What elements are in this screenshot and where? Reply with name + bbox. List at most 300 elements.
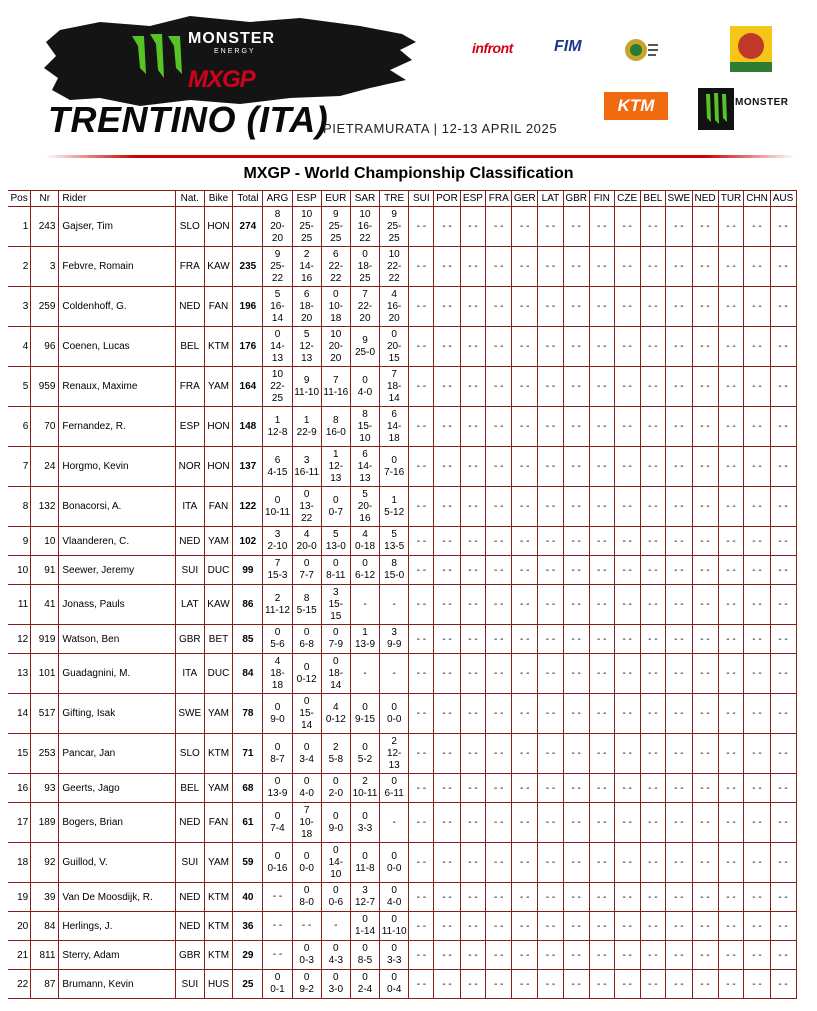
table-row — [8, 625, 817, 654]
cell-race-result: 0 9-2 — [292, 970, 321, 999]
col-header-race: LAT — [538, 191, 563, 207]
cell-race-empty: - - — [666, 487, 692, 527]
table-row — [8, 287, 817, 327]
cell-race-empty: - - — [434, 447, 460, 487]
cell-race-empty: - - — [434, 207, 460, 247]
cell-rider: Renaux, Maxime — [59, 367, 176, 407]
cell-race-empty: - - — [486, 625, 512, 654]
cell-race-empty: - - — [770, 556, 796, 585]
cell-race-result: 9 25-0 — [350, 327, 379, 367]
cell-race-result: 4 0-12 — [321, 694, 350, 734]
cell-race-result: 0 10- 18 — [321, 287, 350, 327]
cell-race-result: 6 4-15 — [263, 447, 292, 487]
cell-race-empty: - - — [434, 912, 460, 941]
cell-race-empty: - - — [512, 912, 538, 941]
cell-race-result: 4 20-0 — [292, 527, 321, 556]
cell-race-empty: - - — [538, 407, 563, 447]
cell-race-empty: - - — [486, 487, 512, 527]
cell-race-result: 3 9-9 — [380, 625, 409, 654]
cell-nat: NED — [175, 912, 204, 941]
cell-race-empty: - - — [538, 527, 563, 556]
cell-race-empty: - - — [460, 287, 486, 327]
cell-pos: 11 — [8, 585, 31, 625]
cell-race-empty: - - — [770, 327, 796, 367]
cell-race-empty: - - — [614, 367, 640, 407]
cell-race-empty: - - — [770, 287, 796, 327]
cell-race-empty: - - — [692, 774, 718, 803]
col-header-race: FRA — [486, 191, 512, 207]
cell-race-empty: - - — [640, 447, 666, 487]
cell-race-empty: - - — [486, 941, 512, 970]
cell-race-empty: - - — [744, 883, 770, 912]
cell-race-empty: - - — [589, 247, 614, 287]
cell-race-empty: - - — [409, 803, 434, 843]
cell-race-result: 0 3-3 — [380, 941, 409, 970]
cell-race-empty: - - — [512, 527, 538, 556]
cell-race-result: - — [321, 912, 350, 941]
col-header-race: CZE — [614, 191, 640, 207]
event-title: TRENTINO (ITA) — [48, 99, 329, 140]
cell-nr: 189 — [31, 803, 59, 843]
cell-race-empty: - - — [692, 327, 718, 367]
cell-race-result: 0 9-0 — [263, 694, 292, 734]
cell-race-empty: - - — [614, 247, 640, 287]
cell-rider: Guillod, V. — [59, 843, 176, 883]
cell-race-empty: - - — [692, 407, 718, 447]
cell-race-empty: - - — [486, 447, 512, 487]
cell-race-empty: - - — [434, 843, 460, 883]
cell-race-empty: - - — [460, 447, 486, 487]
cell-race-empty: - - — [692, 803, 718, 843]
table-row — [8, 883, 817, 912]
table-row — [8, 585, 817, 625]
cell-race-empty: - - — [512, 207, 538, 247]
cell-race-empty: - - — [538, 694, 563, 734]
cell-race-result: 0 20- 15 — [380, 327, 409, 367]
cell-race-result: 0 11-8 — [350, 843, 379, 883]
cell-race-empty: - - — [538, 912, 563, 941]
cell-race-result: 1 12-8 — [263, 407, 292, 447]
cell-race-result: 0 0-6 — [321, 883, 350, 912]
cell-race-result: 5 13-5 — [380, 527, 409, 556]
cell-race-result: 10 16- 22 — [350, 207, 379, 247]
cell-rider: Pancar, Jan — [59, 734, 176, 774]
cell-pos: 7 — [8, 447, 31, 487]
cell-race-empty: - - — [409, 247, 434, 287]
monster-claw-icon — [698, 88, 734, 130]
col-header-race: SWE — [666, 191, 692, 207]
col-header-rider: Rider — [59, 191, 176, 207]
cell-race-result: 3 16-11 — [292, 447, 321, 487]
cell-race-empty: - - — [770, 625, 796, 654]
cell-total: 137 — [233, 447, 263, 487]
cell-race-empty: - - — [744, 207, 770, 247]
cell-nat: SUI — [175, 970, 204, 999]
cell-race-empty: - - — [692, 487, 718, 527]
cell-race-empty: - - — [409, 883, 434, 912]
cell-race-empty: - - — [718, 207, 744, 247]
cell-race-empty: - - — [692, 585, 718, 625]
cell-race-empty: - - — [538, 970, 563, 999]
cell-race-empty: - - — [770, 912, 796, 941]
cell-race-empty: - - — [538, 734, 563, 774]
cell-race-empty: - - — [718, 912, 744, 941]
cell-race-result: 0 0-0 — [380, 694, 409, 734]
cell-rider: Gajser, Tim — [59, 207, 176, 247]
cell-rider: Coldenhoff, G. — [59, 287, 176, 327]
cell-race-empty: - - — [718, 774, 744, 803]
cell-race-result: 0 18- 14 — [321, 654, 350, 694]
cell-total: 176 — [233, 327, 263, 367]
cell-race-empty: - - — [692, 625, 718, 654]
cell-pos: 10 — [8, 556, 31, 585]
cell-race-empty: - - — [666, 247, 692, 287]
cell-race-result: 8 20- 20 — [263, 207, 292, 247]
cell-race-result: 5 13-0 — [321, 527, 350, 556]
cell-race-empty: - - — [589, 527, 614, 556]
cell-race-empty: - - — [563, 367, 589, 407]
cell-rider: Coenen, Lucas — [59, 327, 176, 367]
cell-race-empty: - - — [692, 912, 718, 941]
cell-race-result: 0 7-16 — [380, 447, 409, 487]
cell-race-empty: - - — [614, 327, 640, 367]
cell-pos: 3 — [8, 287, 31, 327]
cell-pos: 21 — [8, 941, 31, 970]
cell-race-empty: - - — [589, 843, 614, 883]
cell-rider: Sterry, Adam — [59, 941, 176, 970]
cell-race-empty: - - — [589, 941, 614, 970]
cell-race-empty: - - — [614, 803, 640, 843]
cell-race-empty: - - — [744, 327, 770, 367]
cell-race-empty: - - — [589, 694, 614, 734]
col-header-race: ARG — [263, 191, 292, 207]
cell-race-result: 10 25- 25 — [292, 207, 321, 247]
cell-race-empty: - - — [538, 774, 563, 803]
cell-race-empty: - - — [614, 207, 640, 247]
table-row — [8, 407, 817, 447]
cell-race-result: 0 3-4 — [292, 734, 321, 774]
cell-race-empty: - - — [614, 912, 640, 941]
cell-bike: FAN — [204, 487, 233, 527]
cell-bike: DUC — [204, 654, 233, 694]
cell-race-empty: - - — [486, 734, 512, 774]
cell-race-empty: - - — [692, 843, 718, 883]
cell-pos: 5 — [8, 367, 31, 407]
cell-race-empty: - - — [512, 694, 538, 734]
cell-race-empty: - - — [770, 207, 796, 247]
cell-race-empty: - - — [460, 487, 486, 527]
cell-nat: GBR — [175, 941, 204, 970]
cell-race-empty: - - — [460, 247, 486, 287]
cell-race-empty: - - — [718, 585, 744, 625]
cell-race-result: 8 15- 10 — [350, 407, 379, 447]
table-row — [8, 207, 817, 247]
cell-race-empty: - - — [770, 694, 796, 734]
cell-race-empty: - - — [538, 207, 563, 247]
cell-race-empty: - - — [512, 367, 538, 407]
cell-race-empty: - - — [460, 803, 486, 843]
cell-race-empty: - - — [486, 247, 512, 287]
cell-race-result: 6 18- 20 — [292, 287, 321, 327]
table-row — [8, 247, 817, 287]
cell-race-empty: - - — [486, 774, 512, 803]
cell-race-empty: - - — [718, 287, 744, 327]
cell-race-empty: - - — [614, 694, 640, 734]
cell-race-empty: - - — [666, 694, 692, 734]
cell-race-result: - - — [263, 883, 292, 912]
cell-race-empty: - - — [666, 970, 692, 999]
table-row — [8, 774, 817, 803]
cell-race-empty: - - — [692, 654, 718, 694]
cell-race-empty: - - — [666, 843, 692, 883]
cell-total: 71 — [233, 734, 263, 774]
cell-race-empty: - - — [563, 654, 589, 694]
cell-bike: YAM — [204, 694, 233, 734]
cell-rider: Geerts, Jago — [59, 774, 176, 803]
cell-total: 84 — [233, 654, 263, 694]
cell-race-empty: - - — [770, 487, 796, 527]
cell-race-empty: - - — [486, 970, 512, 999]
cell-race-result: 0 0-16 — [263, 843, 292, 883]
cell-race-empty: - - — [409, 734, 434, 774]
cell-race-empty: - - — [538, 843, 563, 883]
cell-race-empty: - - — [460, 625, 486, 654]
cell-race-result: 2 5-8 — [321, 734, 350, 774]
cell-race-result: - — [350, 654, 379, 694]
cell-race-empty: - - — [770, 734, 796, 774]
cell-race-empty: - - — [666, 407, 692, 447]
cell-race-empty: - - — [460, 527, 486, 556]
cell-race-empty: - - — [434, 367, 460, 407]
col-header-race: POR — [434, 191, 460, 207]
col-header-race: CHN — [744, 191, 770, 207]
col-header-race: ESP — [292, 191, 321, 207]
energy-brand-text: ENERGY — [214, 48, 256, 55]
cell-race-empty: - - — [409, 843, 434, 883]
cell-nr: 253 — [31, 734, 59, 774]
col-header-race: NED — [692, 191, 718, 207]
cell-race-result: 0 8-0 — [292, 883, 321, 912]
table-row — [8, 487, 817, 527]
cell-race-empty: - - — [563, 803, 589, 843]
cell-pos: 22 — [8, 970, 31, 999]
cell-race-empty: - - — [460, 843, 486, 883]
cell-race-empty: - - — [666, 941, 692, 970]
cell-race-empty: - - — [434, 487, 460, 527]
cell-rider: Bonacorsi, A. — [59, 487, 176, 527]
cell-nr: 93 — [31, 774, 59, 803]
cell-race-empty: - - — [409, 694, 434, 734]
cell-race-empty: - - — [692, 527, 718, 556]
cell-race-empty: - - — [589, 585, 614, 625]
cell-race-empty: - - — [692, 734, 718, 774]
cell-nat: NOR — [175, 447, 204, 487]
cell-race-empty: - - — [770, 527, 796, 556]
cell-race-result: 0 3-3 — [350, 803, 379, 843]
cell-race-empty: - - — [640, 247, 666, 287]
cell-race-empty: - - — [640, 625, 666, 654]
cell-nr: 10 — [31, 527, 59, 556]
cell-race-empty: - - — [666, 883, 692, 912]
cell-total: 36 — [233, 912, 263, 941]
cell-race-empty: - - — [614, 287, 640, 327]
cell-nat: ESP — [175, 407, 204, 447]
cell-nat: LAT — [175, 585, 204, 625]
cell-race-empty: - - — [770, 843, 796, 883]
cell-race-empty: - - — [718, 407, 744, 447]
cell-race-empty: - - — [744, 367, 770, 407]
cell-race-empty: - - — [434, 407, 460, 447]
cell-bike: FAN — [204, 287, 233, 327]
cell-nat: SUI — [175, 843, 204, 883]
cell-pos: 1 — [8, 207, 31, 247]
cell-race-empty: - - — [744, 970, 770, 999]
cell-pos: 2 — [8, 247, 31, 287]
cell-race-empty: - - — [538, 367, 563, 407]
cell-race-empty: - - — [640, 487, 666, 527]
cell-nr: 92 — [31, 843, 59, 883]
cell-race-empty: - - — [770, 883, 796, 912]
cell-race-result: 0 1-14 — [350, 912, 379, 941]
cell-bike: HON — [204, 207, 233, 247]
cell-race-empty: - - — [486, 207, 512, 247]
cell-total: 148 — [233, 407, 263, 447]
cell-rider: Gifting, Isak — [59, 694, 176, 734]
cell-race-result: 8 16-0 — [321, 407, 350, 447]
cell-race-empty: - - — [589, 287, 614, 327]
cell-race-result: 0 13- 22 — [292, 487, 321, 527]
cell-rider: Guadagnini, M. — [59, 654, 176, 694]
cell-total: 40 — [233, 883, 263, 912]
monster-sponsor-text: MONSTER — [735, 97, 789, 108]
cell-race-empty: - - — [589, 970, 614, 999]
cell-race-empty: - - — [666, 527, 692, 556]
cell-race-empty: - - — [770, 585, 796, 625]
cell-race-empty: - - — [460, 941, 486, 970]
cell-race-empty: - - — [744, 407, 770, 447]
cell-nr: 132 — [31, 487, 59, 527]
col-header-pos: Pos — [8, 191, 31, 207]
cell-bike: HON — [204, 407, 233, 447]
cell-nr: 91 — [31, 556, 59, 585]
cell-race-empty: - - — [589, 912, 614, 941]
cell-race-empty: - - — [589, 367, 614, 407]
cell-race-result: 0 7-4 — [263, 803, 292, 843]
cell-race-empty: - - — [744, 694, 770, 734]
cell-pos: 17 — [8, 803, 31, 843]
cell-race-result: 0 8-11 — [321, 556, 350, 585]
cell-race-empty: - - — [460, 327, 486, 367]
cell-race-empty: - - — [563, 407, 589, 447]
cell-nat: SUI — [175, 556, 204, 585]
cell-race-empty: - - — [718, 487, 744, 527]
cell-race-empty: - - — [434, 625, 460, 654]
cell-race-empty: - - — [460, 367, 486, 407]
cell-race-empty: - - — [409, 774, 434, 803]
cell-race-empty: - - — [692, 367, 718, 407]
cell-race-result: 0 0-7 — [321, 487, 350, 527]
cell-nat: NED — [175, 527, 204, 556]
cell-bike: BET — [204, 625, 233, 654]
cell-nat: BEL — [175, 774, 204, 803]
cell-race-result: 2 14- 16 — [292, 247, 321, 287]
cell-race-empty: - - — [563, 327, 589, 367]
cell-race-result: 0 9-15 — [350, 694, 379, 734]
cell-race-empty: - - — [640, 843, 666, 883]
cell-total: 25 — [233, 970, 263, 999]
cell-race-result: 10 22- 22 — [380, 247, 409, 287]
cell-race-empty: - - — [409, 654, 434, 694]
cell-race-empty: - - — [434, 327, 460, 367]
cell-race-empty: - - — [589, 803, 614, 843]
cell-race-empty: - - — [486, 527, 512, 556]
cell-race-empty: - - — [409, 447, 434, 487]
cell-total: 235 — [233, 247, 263, 287]
cell-race-empty: - - — [538, 327, 563, 367]
cell-nr: 39 — [31, 883, 59, 912]
cell-race-empty: - - — [718, 883, 744, 912]
cell-race-empty: - - — [744, 287, 770, 327]
cell-race-result: 1 12- 13 — [321, 447, 350, 487]
classification-table — [8, 190, 817, 999]
cell-race-result: 0 10-11 — [263, 487, 292, 527]
cell-race-empty: - - — [718, 527, 744, 556]
table-row — [8, 734, 817, 774]
cell-race-empty: - - — [434, 774, 460, 803]
cell-race-result: 3 2-10 — [263, 527, 292, 556]
cell-race-result: 5 12- 13 — [292, 327, 321, 367]
cell-total: 61 — [233, 803, 263, 843]
cell-race-empty: - - — [666, 287, 692, 327]
cell-nat: NED — [175, 803, 204, 843]
cell-race-empty: - - — [486, 843, 512, 883]
cell-rider: Fernandez, R. — [59, 407, 176, 447]
cell-race-empty: - - — [434, 247, 460, 287]
cell-race-result: 4 18- 18 — [263, 654, 292, 694]
cell-race-empty: - - — [538, 941, 563, 970]
cell-bike: YAM — [204, 527, 233, 556]
cell-race-empty: - - — [744, 843, 770, 883]
cell-race-empty: - - — [589, 487, 614, 527]
mxgp-logo-text: MXGP — [188, 66, 255, 93]
cell-race-empty: - - — [614, 527, 640, 556]
cell-race-result: 0 4-0 — [350, 367, 379, 407]
table-row — [8, 556, 817, 585]
cell-rider: Vlaanderen, C. — [59, 527, 176, 556]
cell-race-empty: - - — [409, 527, 434, 556]
cell-race-empty: - - — [563, 556, 589, 585]
cell-race-empty: - - — [589, 407, 614, 447]
cell-race-result: 6 14- 18 — [380, 407, 409, 447]
cell-race-result: 0 4-0 — [292, 774, 321, 803]
event-header — [0, 0, 817, 165]
cell-race-empty: - - — [640, 774, 666, 803]
cell-race-empty: - - — [486, 367, 512, 407]
cell-pos: 16 — [8, 774, 31, 803]
cell-race-empty: - - — [744, 734, 770, 774]
cell-race-empty: - - — [770, 970, 796, 999]
cell-race-empty: - - — [614, 774, 640, 803]
cell-race-empty: - - — [589, 654, 614, 694]
cell-race-result: 3 12-7 — [350, 883, 379, 912]
cell-total: 85 — [233, 625, 263, 654]
cell-race-result: 7 18- 14 — [380, 367, 409, 407]
cell-race-empty: - - — [640, 367, 666, 407]
cell-nr: 259 — [31, 287, 59, 327]
cell-race-empty: - - — [409, 556, 434, 585]
cell-race-empty: - - — [744, 447, 770, 487]
cell-race-result: 0 4-0 — [380, 883, 409, 912]
